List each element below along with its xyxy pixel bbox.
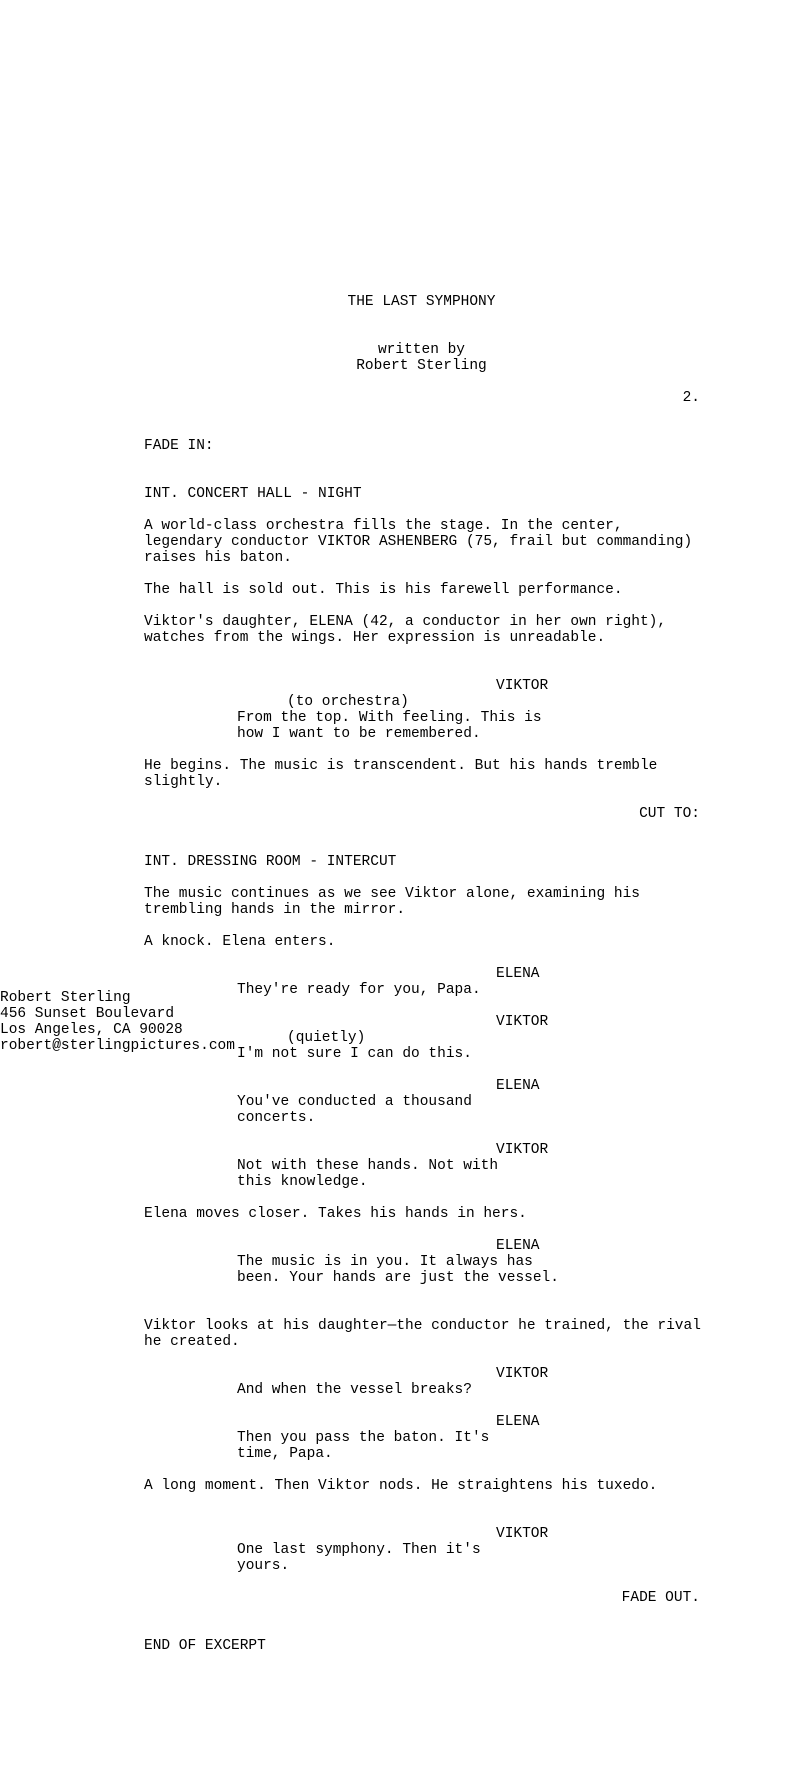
- character-viktor: VIKTOR: [496, 1366, 549, 1382]
- scene-heading-1: INT. CONCERT HALL - NIGHT: [144, 486, 362, 502]
- end-of-excerpt: END OF EXCERPT: [144, 1638, 266, 1654]
- dialogue-4: You've conducted a thousand concerts.: [237, 1094, 472, 1126]
- action-6: A knock. Elena enters.: [144, 934, 336, 950]
- dialogue-2: They're ready for you, Papa.: [237, 982, 481, 998]
- action-2: The hall is sold out. This is his farewell performance.: [144, 582, 623, 598]
- character-viktor: VIKTOR: [496, 1526, 549, 1542]
- transition-fade-out: FADE OUT.: [621, 1590, 700, 1606]
- contact-city: Los Angeles, CA 90028: [0, 1022, 183, 1038]
- credit-line: written by: [377, 342, 465, 358]
- character-viktor: VIKTOR: [496, 1142, 549, 1158]
- dialogue-9: One last symphony. Then it's yours.: [237, 1542, 481, 1574]
- action-4: He begins. The music is transcendent. But his hands tremble slightly.: [144, 758, 658, 790]
- script-title: THE LAST SYMPHONY: [347, 294, 496, 310]
- dialogue-1: From the top. With feeling. This is how I want to be remembered.: [237, 710, 542, 742]
- parenthetical-1: (to orchestra): [287, 694, 409, 710]
- character-elena: ELENA: [496, 1078, 540, 1094]
- author-name: Robert Sterling: [356, 358, 487, 374]
- action-7: Elena moves closer. Takes his hands in hers.: [144, 1206, 527, 1222]
- contact-address: 456 Sunset Boulevard: [0, 1006, 175, 1022]
- character-elena: ELENA: [496, 1238, 540, 1254]
- dialogue-8: Then you pass the baton. It's time, Papa.: [237, 1430, 490, 1462]
- fade-in: FADE IN:: [144, 438, 214, 454]
- page-number: 2.: [682, 390, 700, 406]
- action-3: Viktor's daughter, ELENA (42, a conductor in her own right), watches from the wings. Her expression is unreadable.: [144, 614, 667, 646]
- action-1: A world-class orchestra fills the stage. In the center, legendary conductor VIKTOR ASHENBERG (75, frail but commanding) raises his baton.: [144, 518, 693, 566]
- dialogue-7: And when the vessel breaks?: [237, 1382, 472, 1398]
- contact-email: robert@sterlingpictures.com: [0, 1038, 235, 1054]
- contact-name: Robert Sterling: [0, 990, 131, 1006]
- action-8: Viktor looks at his daughter—the conductor he trained, the rival he created.: [144, 1318, 701, 1350]
- parenthetical-2: (quietly): [287, 1030, 366, 1046]
- dialogue-6: The music is in you. It always has been. Your hands are just the vessel.: [237, 1254, 559, 1286]
- character-viktor: VIKTOR: [496, 678, 549, 694]
- transition-cut-to: CUT TO:: [639, 806, 700, 822]
- character-viktor: VIKTOR: [496, 1014, 549, 1030]
- character-elena: ELENA: [496, 966, 540, 982]
- action-5: The music continues as we see Viktor alone, examining his trembling hands in the mirror.: [144, 886, 640, 918]
- action-9: A long moment. Then Viktor nods. He straightens his tuxedo.: [144, 1478, 658, 1494]
- character-elena: ELENA: [496, 1414, 540, 1430]
- dialogue-3: I'm not sure I can do this.: [237, 1046, 472, 1062]
- scene-heading-2: INT. DRESSING ROOM - INTERCUT: [144, 854, 397, 870]
- dialogue-5: Not with these hands. Not with this knowledge.: [237, 1158, 499, 1190]
